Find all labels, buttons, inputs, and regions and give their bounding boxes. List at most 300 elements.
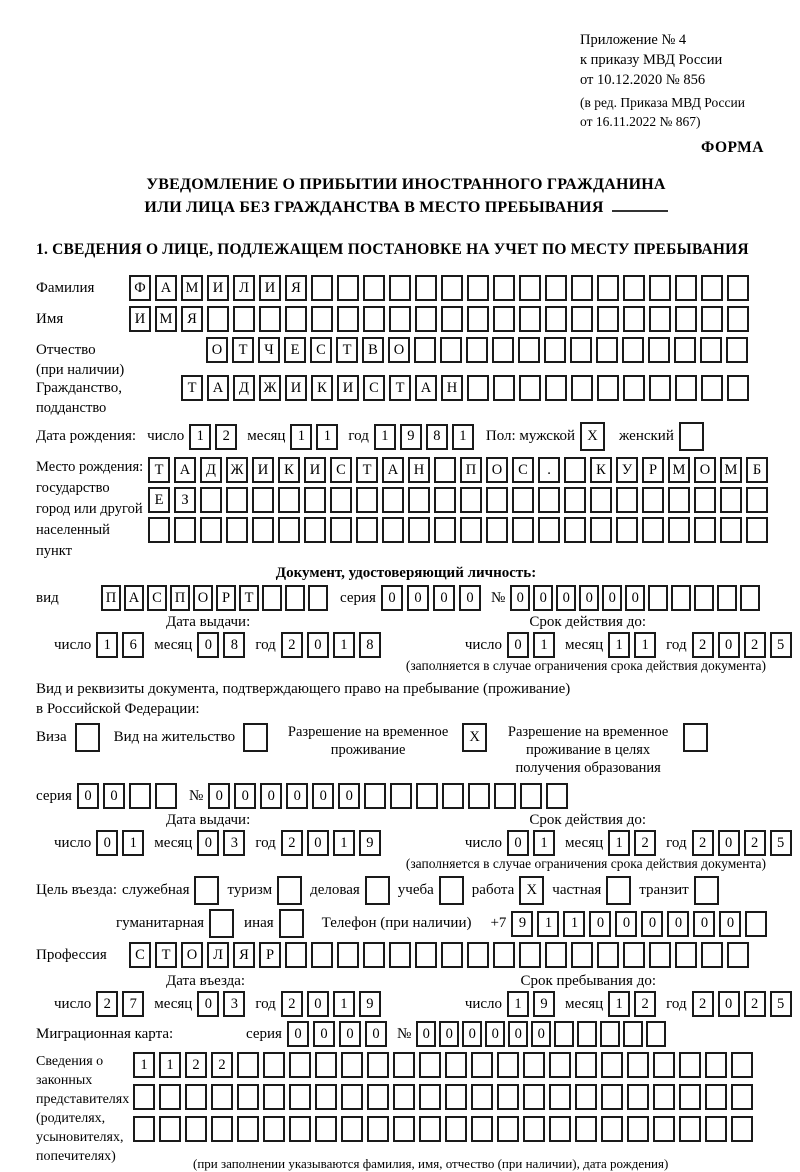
char-cell — [705, 1116, 727, 1142]
char-cell — [441, 275, 463, 301]
char-cell: 0 — [208, 783, 230, 809]
validity-note: (заполняется в случае ограничения срока действия документа) — [405, 856, 766, 871]
month-label: месяц — [154, 834, 193, 851]
char-cell: П — [460, 457, 482, 483]
char-cell — [671, 585, 691, 611]
forma-label: ФОРМА — [700, 139, 764, 156]
permit-issue-month-cells — [197, 830, 245, 856]
char-cell — [717, 585, 737, 611]
representatives-label: Сведения о законных представителях (родителях, усыновителях, попечителях) — [36, 1054, 130, 1164]
char-cell — [679, 422, 704, 451]
char-cell — [209, 909, 234, 938]
surname-label: Фамилия — [36, 280, 95, 296]
char-cell — [364, 783, 386, 809]
char-cell — [308, 585, 328, 611]
char-cell: 1 — [159, 1052, 181, 1078]
char-cell — [597, 306, 619, 332]
char-cell — [486, 517, 508, 543]
char-cell: 1 — [96, 632, 118, 658]
document-type-label: вид — [36, 589, 59, 606]
char-cell: Т — [356, 457, 378, 483]
char-cell — [207, 306, 229, 332]
char-cell: 0 — [508, 1021, 528, 1047]
char-cell — [365, 876, 390, 905]
field-birth-date — [36, 422, 776, 451]
char-cell — [367, 1116, 389, 1142]
document-number-label: № — [490, 589, 506, 606]
char-cell — [311, 306, 333, 332]
year-label: год — [255, 834, 276, 851]
visa-checkbox — [75, 723, 100, 752]
given-name-cells — [129, 306, 749, 332]
char-cell — [597, 275, 619, 301]
char-cell: К — [311, 375, 333, 401]
permit-series-row — [36, 783, 776, 809]
citizenship-label: Гражданство, подданство — [36, 380, 123, 416]
char-cell — [544, 337, 566, 363]
char-cell: С — [147, 585, 167, 611]
purpose-private-label: частная — [552, 882, 602, 898]
char-cell — [623, 375, 645, 401]
char-cell — [259, 306, 281, 332]
doc-valid-year-cells — [692, 632, 792, 658]
char-cell — [679, 1052, 701, 1078]
char-cell — [627, 1116, 649, 1142]
permit-option-education: Разрешение на временное проживание в целях получения образования — [501, 723, 708, 777]
char-cell — [575, 1052, 597, 1078]
document-series-label: серия — [340, 589, 376, 606]
char-cell — [653, 1116, 675, 1142]
char-cell — [133, 1116, 155, 1142]
char-cell — [416, 783, 438, 809]
char-cell: 0 — [197, 991, 219, 1017]
char-cell — [337, 275, 359, 301]
validity-header: Срок действия до: — [529, 812, 646, 828]
char-cell — [263, 1052, 285, 1078]
char-cell — [389, 306, 411, 332]
char-cell: 0 — [625, 585, 645, 611]
char-cell — [601, 1084, 623, 1110]
char-cell: К — [278, 457, 300, 483]
char-cell — [601, 1052, 623, 1078]
document-date-headers — [36, 614, 776, 631]
permit-valid-day-cells — [507, 830, 555, 856]
char-cell: Д — [200, 457, 222, 483]
char-cell — [337, 942, 359, 968]
stay-day-cells — [507, 991, 555, 1017]
char-cell: 0 — [556, 585, 576, 611]
char-cell: 2 — [744, 830, 766, 856]
char-cell — [200, 517, 222, 543]
char-cell — [649, 275, 671, 301]
char-cell: 7 — [122, 991, 144, 1017]
char-cell — [523, 1052, 545, 1078]
char-cell — [700, 337, 722, 363]
char-cell — [159, 1116, 181, 1142]
char-cell: А — [174, 457, 196, 483]
stay-year-cells — [692, 991, 792, 1017]
char-cell — [694, 487, 716, 513]
char-cell — [460, 517, 482, 543]
char-cell: 0 — [693, 911, 715, 937]
char-cell: 9 — [511, 911, 533, 937]
edition-line: от 16.11.2022 № 867) — [580, 114, 701, 129]
char-cell — [623, 1021, 643, 1047]
char-cell — [440, 337, 462, 363]
char-cell — [262, 585, 282, 611]
char-cell — [492, 337, 514, 363]
char-cell: О — [388, 337, 410, 363]
birth-year-cells — [374, 424, 474, 450]
month-label: месяц — [154, 636, 193, 653]
char-cell: 0 — [719, 911, 741, 937]
char-cell: О — [193, 585, 213, 611]
char-cell — [393, 1116, 415, 1142]
stay-until-header: Срок пребывания до: — [520, 973, 656, 989]
char-cell — [434, 487, 456, 513]
char-cell: 2 — [744, 632, 766, 658]
char-cell — [570, 337, 592, 363]
char-cell — [694, 876, 719, 905]
char-cell: X — [519, 876, 544, 905]
char-cell — [441, 306, 463, 332]
representatives-cell-rows — [133, 1052, 753, 1172]
char-cell — [330, 517, 352, 543]
char-cell — [497, 1116, 519, 1142]
permit-series-label: серия — [36, 787, 72, 804]
char-cell — [389, 942, 411, 968]
issue-date-header: Дата выдачи: — [166, 614, 251, 630]
day-label: число — [54, 636, 92, 653]
char-cell — [393, 1052, 415, 1078]
char-cell — [606, 876, 631, 905]
char-cell: 1 — [316, 424, 338, 450]
char-cell — [415, 275, 437, 301]
entry-date-headers — [36, 973, 776, 990]
char-cell — [493, 275, 515, 301]
char-cell: Н — [441, 375, 463, 401]
purpose-study-label: учеба — [397, 882, 434, 898]
char-cell: И — [207, 275, 229, 301]
char-cell — [740, 585, 760, 611]
char-cell — [468, 783, 490, 809]
char-cell: И — [304, 457, 326, 483]
permit-issue-year-cells — [281, 830, 381, 856]
char-cell — [356, 517, 378, 543]
char-cell — [731, 1116, 753, 1142]
char-cell: 6 — [122, 632, 144, 658]
char-cell — [133, 1084, 155, 1110]
char-cell — [311, 942, 333, 968]
char-cell — [237, 1052, 259, 1078]
entry-date-header: Дата въезда: — [166, 973, 246, 989]
char-cell — [439, 876, 464, 905]
char-cell: А — [207, 375, 229, 401]
char-cell — [75, 723, 100, 752]
day-label: число — [464, 636, 503, 653]
char-cell — [341, 1052, 363, 1078]
char-cell — [471, 1052, 493, 1078]
char-cell: 0 — [234, 783, 256, 809]
char-cell: О — [181, 942, 203, 968]
migration-card-row — [36, 1021, 776, 1047]
char-cell — [493, 942, 515, 968]
year-label: год — [255, 636, 276, 653]
char-cell: X — [580, 422, 605, 451]
phone-prefix: +7 — [490, 915, 507, 931]
purpose-official-label: служебная — [121, 882, 190, 898]
field-birthplace — [36, 457, 776, 562]
char-cell — [277, 876, 302, 905]
char-cell — [596, 337, 618, 363]
char-cell: В — [362, 337, 384, 363]
char-cell: 2 — [692, 830, 714, 856]
profession-label: Профессия — [36, 947, 107, 963]
char-cell — [445, 1116, 467, 1142]
char-cell — [545, 375, 567, 401]
char-cell: 1 — [333, 991, 355, 1017]
permit-number-cells — [208, 783, 568, 809]
char-cell — [467, 375, 489, 401]
migration-number-label: № — [396, 1025, 412, 1042]
patronymic-label: Отчество (при наличии) — [36, 342, 125, 378]
char-cell — [523, 1116, 545, 1142]
char-cell: 0 — [365, 1021, 387, 1047]
char-cell — [185, 1084, 207, 1110]
purpose-transit-checkbox — [694, 876, 719, 905]
validity-header: Срок действия до: — [529, 614, 646, 630]
char-cell — [285, 306, 307, 332]
char-cell — [519, 942, 541, 968]
char-cell: Р — [642, 457, 664, 483]
char-cell: Р — [216, 585, 236, 611]
char-cell — [571, 375, 593, 401]
char-cell: 0 — [416, 1021, 436, 1047]
char-cell: 0 — [96, 830, 118, 856]
char-cell: М — [181, 275, 203, 301]
form-title — [36, 173, 776, 219]
char-cell: 0 — [103, 783, 125, 809]
char-cell: 1 — [122, 830, 144, 856]
char-cell: О — [206, 337, 228, 363]
char-cell: 0 — [718, 991, 740, 1017]
char-cell — [129, 783, 151, 809]
char-cell: О — [486, 457, 508, 483]
char-cell — [554, 1021, 574, 1047]
char-cell: 0 — [531, 1021, 551, 1047]
month-label: месяц — [565, 834, 604, 851]
char-cell: Р — [259, 942, 281, 968]
migration-number-cells — [416, 1021, 666, 1047]
char-cell: 0 — [307, 991, 329, 1017]
char-cell — [720, 517, 742, 543]
identity-document-heading: Документ, удостоверяющий личность: — [275, 565, 537, 581]
char-cell — [315, 1052, 337, 1078]
char-cell: 8 — [223, 632, 245, 658]
representatives-note: (при заполнении указываются фамилия, имя, отчество (при наличии), дата рождения) — [193, 1156, 669, 1171]
char-cell — [649, 306, 671, 332]
migration-series-cells — [287, 1021, 387, 1047]
char-cell: 9 — [359, 991, 381, 1017]
char-cell — [512, 517, 534, 543]
char-cell: 0 — [433, 585, 455, 611]
char-cell — [434, 517, 456, 543]
char-cell — [701, 275, 723, 301]
char-cell — [545, 942, 567, 968]
appendix-line: от 10.12.2020 № 856 — [580, 72, 706, 88]
char-cell — [545, 306, 567, 332]
char-cell: 0 — [439, 1021, 459, 1047]
residence-permit-checkbox — [243, 723, 268, 752]
char-cell — [442, 783, 464, 809]
char-cell: 0 — [579, 585, 599, 611]
char-cell — [674, 337, 696, 363]
char-cell — [571, 306, 593, 332]
field-patronymic — [36, 337, 776, 378]
char-cell: И — [259, 275, 281, 301]
char-cell — [226, 487, 248, 513]
char-cell: 2 — [211, 1052, 233, 1078]
char-cell: Т — [389, 375, 411, 401]
char-cell — [233, 306, 255, 332]
char-cell: А — [155, 275, 177, 301]
field-given-name — [36, 306, 776, 332]
char-cell — [549, 1116, 571, 1142]
doc-issue-month-cells — [197, 632, 245, 658]
char-cell: 1 — [533, 830, 555, 856]
birthplace-row3-cells — [148, 517, 768, 543]
appendix-line: к приказу МВД России — [580, 52, 723, 68]
char-cell — [590, 487, 612, 513]
doc-valid-month-cells — [608, 632, 656, 658]
char-cell: 1 — [608, 632, 630, 658]
char-cell: И — [129, 306, 151, 332]
purpose-transit-label: транзит — [639, 882, 689, 898]
char-cell: 2 — [96, 991, 118, 1017]
char-cell: Я — [285, 275, 307, 301]
char-cell — [471, 1116, 493, 1142]
entry-day-cells — [96, 991, 144, 1017]
char-cell — [363, 275, 385, 301]
char-cell — [243, 723, 268, 752]
char-cell — [341, 1084, 363, 1110]
char-cell — [493, 375, 515, 401]
char-cell — [679, 1084, 701, 1110]
purpose-tourism-checkbox — [277, 876, 302, 905]
char-cell — [519, 306, 541, 332]
char-cell — [668, 517, 690, 543]
char-cell — [419, 1084, 441, 1110]
char-cell: 1 — [189, 424, 211, 450]
char-cell: Т — [148, 457, 170, 483]
day-label: число — [147, 428, 185, 444]
char-cell — [622, 337, 644, 363]
char-cell: 0 — [286, 783, 308, 809]
char-cell — [648, 337, 670, 363]
char-cell: И — [252, 457, 274, 483]
permit-option-visa: Виза — [36, 723, 100, 752]
char-cell: 2 — [744, 991, 766, 1017]
char-cell — [155, 783, 177, 809]
char-cell — [727, 275, 749, 301]
char-cell: А — [382, 457, 404, 483]
char-cell: Ч — [258, 337, 280, 363]
char-cell: М — [668, 457, 690, 483]
char-cell — [493, 306, 515, 332]
document-type-cells — [101, 585, 328, 611]
char-cell: С — [129, 942, 151, 968]
char-cell — [720, 487, 742, 513]
char-cell: 5 — [770, 830, 792, 856]
document-dates-row — [36, 632, 785, 658]
char-cell — [445, 1084, 467, 1110]
char-cell — [278, 487, 300, 513]
char-cell: 0 — [510, 585, 530, 611]
char-cell: Ф — [129, 275, 151, 301]
char-cell: 1 — [333, 830, 355, 856]
purpose-private-checkbox — [606, 876, 631, 905]
char-cell: С — [512, 457, 534, 483]
char-cell — [252, 487, 274, 513]
char-cell: 0 — [312, 783, 334, 809]
char-cell — [523, 1084, 545, 1110]
char-cell — [311, 275, 333, 301]
char-cell: 2 — [185, 1052, 207, 1078]
sex-male-checkbox — [580, 422, 605, 451]
char-cell: 0 — [307, 632, 329, 658]
char-cell: Е — [284, 337, 306, 363]
char-cell — [575, 1116, 597, 1142]
char-cell — [445, 1052, 467, 1078]
permit-options-row — [36, 723, 776, 777]
char-cell: С — [310, 337, 332, 363]
char-cell — [683, 723, 708, 752]
char-cell — [341, 1116, 363, 1142]
char-cell — [419, 1116, 441, 1142]
char-cell — [211, 1116, 233, 1142]
month-label: месяц — [565, 995, 604, 1012]
migration-series-label: серия — [246, 1025, 282, 1042]
permit-issue-day-cells — [96, 830, 144, 856]
permit-option-residence: Вид на жительство — [114, 723, 268, 752]
char-cell: 2 — [634, 991, 656, 1017]
char-cell: Н — [408, 457, 430, 483]
char-cell: 1 — [507, 991, 529, 1017]
char-cell — [538, 517, 560, 543]
char-cell: У — [616, 457, 638, 483]
char-cell: 0 — [459, 585, 481, 611]
birthplace-cell-rows — [148, 457, 768, 543]
char-cell — [549, 1052, 571, 1078]
migration-card-label: Миграционная карта: — [36, 1025, 174, 1042]
char-cell: К — [590, 457, 612, 483]
char-cell — [289, 1116, 311, 1142]
birth-day-cells — [189, 424, 237, 450]
char-cell — [648, 585, 668, 611]
sex-female-label: женский — [619, 428, 674, 444]
char-cell — [675, 942, 697, 968]
char-cell: 0 — [338, 783, 360, 809]
char-cell — [701, 375, 723, 401]
year-label: год — [348, 428, 369, 444]
purpose-humanitarian-checkbox — [209, 909, 234, 938]
char-cell — [726, 337, 748, 363]
purpose-work-checkbox — [519, 876, 544, 905]
char-cell — [363, 306, 385, 332]
char-cell: 0 — [381, 585, 403, 611]
char-cell — [185, 1116, 207, 1142]
char-cell — [646, 1021, 666, 1047]
